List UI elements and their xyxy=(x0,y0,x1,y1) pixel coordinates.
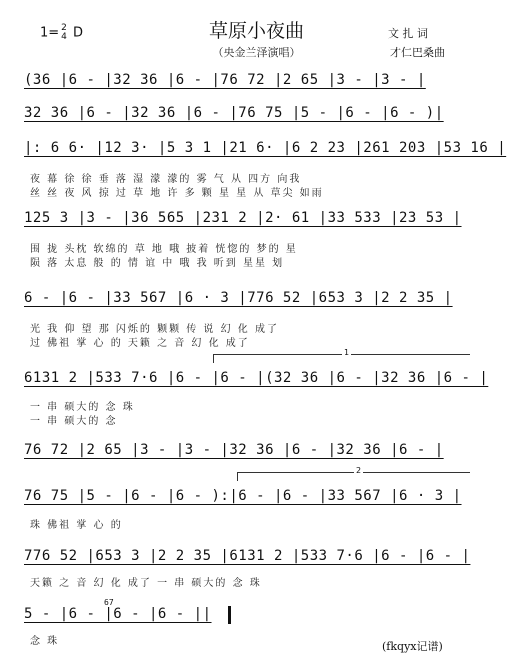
score-line-3: |: 6 6· |12 3· |5 3 1 |21 6· |6 2 23 |261 203 |53 16 | xyxy=(24,140,507,156)
lyric-line-4b: 陨 落 太息 般 的 情 谊 中 哦 我 听到 星星 划 xyxy=(30,258,285,269)
lyric-line-9: 天籁 之 音 幻 化 成了 一 串 硕大的 念 珠 xyxy=(30,578,262,589)
lyric-line-4a: 围 拢 头枕 软绵的 草 地 哦 披着 恍惚的 梦的 星 xyxy=(30,244,298,255)
score-line-8: 76 75 |5 - |6 - |6 - ):|6 - |6 - |33 567 |6 · 3 | xyxy=(24,488,462,504)
final-barline xyxy=(228,606,231,624)
lyric-line-3a: 夜 幕 徐 徐 垂 落 湿 濛 濛的 雾 气 从 四方 向我 xyxy=(30,174,302,185)
score-line-10: 5 - |6 - |6 - |6 - || xyxy=(24,606,212,622)
composer-credit: 才仁巴桑曲 xyxy=(390,46,445,59)
score-line-4: 125 3 |3 - |36 565 |231 2 |2· 61 |33 533 |23 53 | xyxy=(24,210,462,226)
lyricist-credit: 文 扎 词 xyxy=(388,27,428,40)
score-line-9: 776 52 |653 3 |2 2 35 |6131 2 |533 7·6 |6 - |6 - | xyxy=(24,548,471,564)
performer-note: （央金兰泽演唱） xyxy=(212,46,301,59)
score-line-7: 76 72 |2 65 |3 - |3 - |32 36 |6 - |32 36 |6 - | xyxy=(24,442,444,458)
time-signature: 2 4 xyxy=(61,23,67,42)
lyric-line-5b: 过 佛祖 掌 心 的 天籁 之 音 幻 化 成了 xyxy=(30,338,250,349)
lyric-line-8: 珠 佛祖 掌 心 的 xyxy=(30,520,123,531)
lyric-line-6a: 一 串 硕大的 念 珠 xyxy=(30,402,135,413)
song-title: 草原小夜曲 xyxy=(208,20,304,42)
volta-bracket-2: 2 xyxy=(237,472,470,481)
grace-note: 67 xyxy=(104,598,114,607)
score-line-1: (36 |6 - |32 36 |6 - |76 72 |2 65 |3 - |3 - | xyxy=(24,72,426,88)
lyric-line-5a: 光 我 仰 望 那 闪烁的 颗颗 传 说 幻 化 成了 xyxy=(30,324,279,335)
volta-bracket-1: 1 xyxy=(213,354,470,363)
key-signature: 1= 2 4 D xyxy=(40,23,84,42)
score-line-5: 6 - |6 - |33 567 |6 · 3 |776 52 |653 3 |2 2 35 | xyxy=(24,290,453,306)
lyric-line-3b: 丝 丝 夜 风 掠 过 草 地 许 多 颗 星 星 从 草尖 如雨 xyxy=(30,188,324,199)
score-line-6: 6131 2 |533 7·6 |6 - |6 - |(32 36 |6 - |32 36 |6 - | xyxy=(24,370,489,386)
lyric-line-6b: 一 串 硕大的 念 xyxy=(30,416,118,427)
score-line-2: 32 36 |6 - |32 36 |6 - |76 75 |5 - |6 - |6 - )| xyxy=(24,105,444,121)
lyric-line-10: 念 珠 xyxy=(30,636,60,647)
transcriber-credit: (fkqyx记谱) xyxy=(382,640,443,653)
